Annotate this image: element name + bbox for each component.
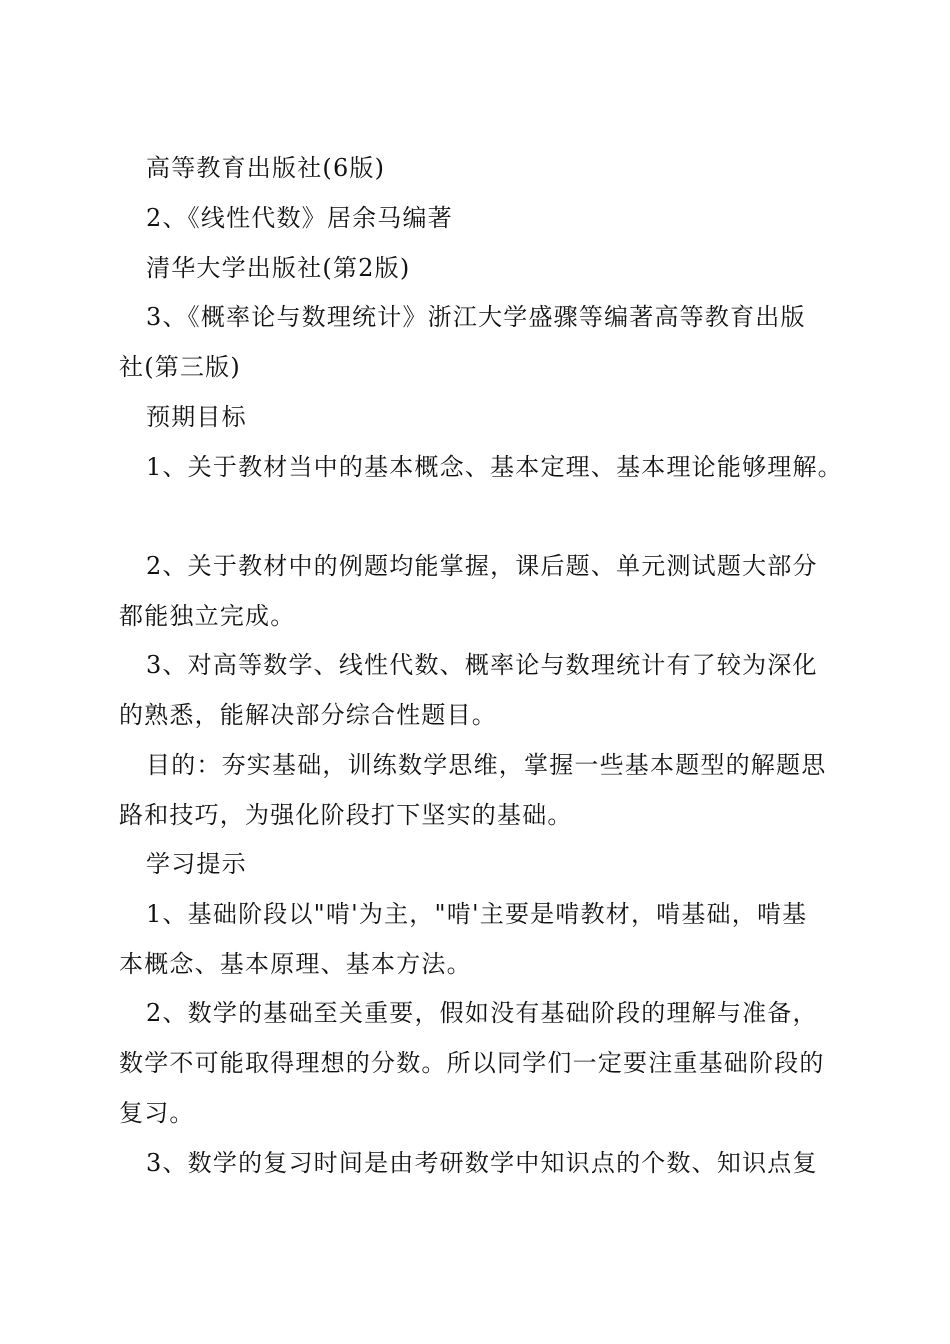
text-line: 高等教育出版社(6版) xyxy=(146,154,386,182)
text-line: 3、数学的复习时间是由考研数学中知识点的个数、知识点复 xyxy=(146,1149,818,1177)
text-line: 目的：夯实基础，训练数学思维，掌握一些基本题型的解题思 xyxy=(146,751,827,779)
text-line: 数学不可能取得理想的分数。所以同学们一定要注重基础阶段的 xyxy=(119,1049,825,1077)
text-line: 1、关于教材当中的基本概念、基本定理、基本理论能够理解。 xyxy=(146,453,843,481)
text-line: 2、关于教材中的例题均能掌握，课后题、单元测试题大部分 xyxy=(146,552,818,580)
text-line: 3、《概率论与数理统计》浙江大学盛骤等编著高等教育出版 xyxy=(146,303,806,331)
text-line: 2、数学的基础至关重要，假如没有基础阶段的理解与准备， xyxy=(146,999,818,1027)
text-line: 1、基础阶段以"啃'为主，"啃'主要是啃教材，啃基础，啃基 xyxy=(146,900,808,928)
text-line: 路和技巧，为强化阶段打下坚实的基础。 xyxy=(119,801,573,829)
text-line: 预期目标 xyxy=(146,403,247,431)
text-line: 社(第三版) xyxy=(119,353,241,381)
text-line: 3、对高等数学、线性代数、概率论与数理统计有了较为深化 xyxy=(146,651,818,679)
text-line: 复习。 xyxy=(119,1099,195,1127)
text-line: 本概念、基本原理、基本方法。 xyxy=(119,950,472,978)
text-line: 的熟悉，能解决部分综合性题目。 xyxy=(119,701,497,729)
text-line: 都能独立完成。 xyxy=(119,602,296,630)
text-line: 2、《线性代数》居余马编著 xyxy=(146,204,453,232)
text-line: 学习提示 xyxy=(146,850,247,878)
text-line: 清华大学出版社(第2版) xyxy=(146,254,411,282)
